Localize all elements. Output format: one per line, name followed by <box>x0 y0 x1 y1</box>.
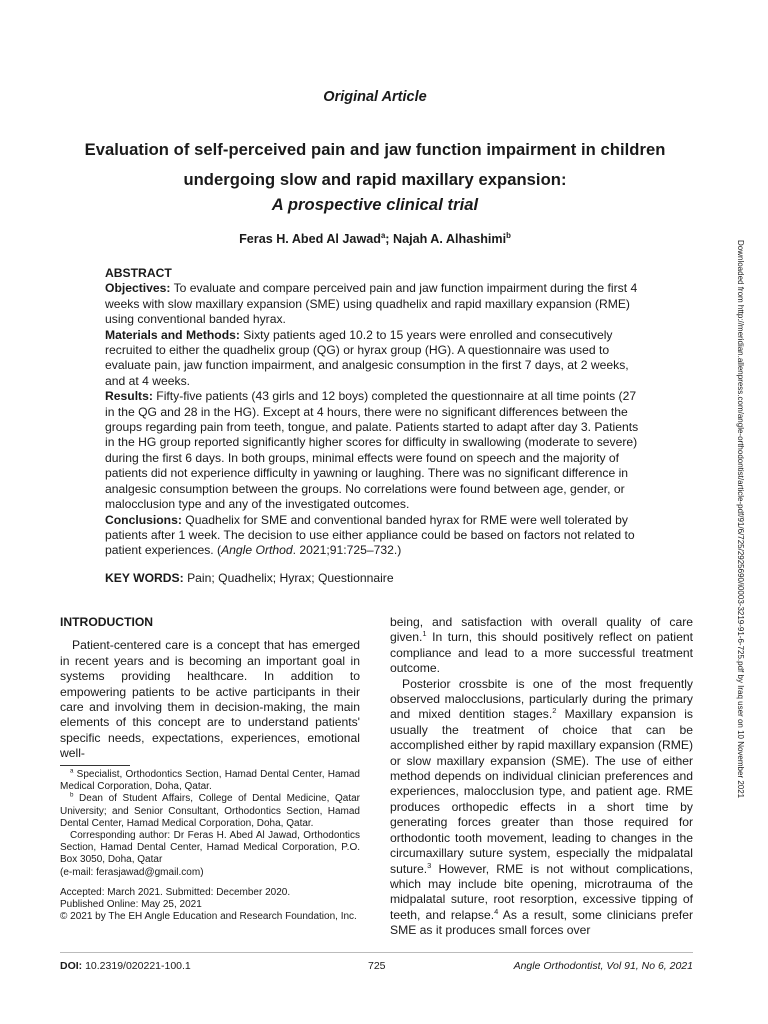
footnote-divider <box>60 765 130 766</box>
objectives-label: Objectives: <box>105 281 171 296</box>
right-paragraph-1-text-b: In turn, this should positively reflect on patient compliance and lead to a more successful treatment outcome. <box>390 630 693 676</box>
footnotes <box>60 765 360 923</box>
footnote-affiliation-a <box>60 769 360 793</box>
abstract <box>105 266 647 559</box>
copyright-notice: © 2021 by The EH Angle Education and Research Foundation, Inc. <box>60 911 357 923</box>
reference-mark-3: 3 <box>427 860 432 870</box>
published-date: Published Online: May 25, 2021 <box>60 899 202 911</box>
keywords-label: KEY WORDS: <box>105 571 184 585</box>
right-paragraph-1 <box>390 615 693 677</box>
author-list <box>0 232 750 246</box>
right-paragraph-2-text-d: As a result, some clinicians prefer SME as it produces small forces over <box>390 907 693 938</box>
right-paragraph-2-text-b: Maxillary expansion is usually the treatment of choice that can be accomplished either by rapid maxillary expansion (RME) or slow maxillary expansion (SME). The use of either method depends on individual clinician preferences and experiences, malocclusion type, and patient age. RME produces orthopedic effects in a short time by generating forces greater than those required for orthodontic tooth movement, leading to changes in the circumaxillary suture system, especially the midpalatal suture. <box>390 707 693 876</box>
article-title-line-1: Evaluation of self-perceived pain and jaw function impairment in children <box>84 140 666 159</box>
conclusions-text: Quadhelix for SME and conventional banded hyrax for RME were well tolerated by patients after 1 week. The decision to use either appliance could be based on factors not related to patient experiences. ( <box>105 512 635 558</box>
footnote-affiliation-b <box>60 793 360 830</box>
objectives-text: To evaluate and compare perceived pain and jaw function impairment during the first 4 weeks with slow maxillary expansion (SME) using quadhelix and rapid maxillary expansion (RME) using conventional banded hyrax. <box>105 281 638 327</box>
abstract-conclusions <box>105 513 647 559</box>
methods-text: Sixty patients aged 10.2 to 15 years were enrolled and consecutively recruited to either the quadhelix group (QG) or hyrax group (HG). A questionnaire was used to evaluate pain, jaw function impairment, and analgesic consumption in the first 7 days, at 2 weeks, and at 4 weeks. <box>105 327 629 388</box>
left-column <box>60 615 360 762</box>
footer-divider <box>60 952 693 953</box>
introduction-heading: INTRODUCTION <box>60 615 154 629</box>
keywords-text: Pain; Quadhelix; Hyrax; Questionnaire <box>183 571 394 585</box>
author-2-affiliation-mark: b <box>506 230 511 240</box>
corresponding-email: (e-mail: ferasjawad@gmail.com) <box>60 866 204 878</box>
download-watermark-text: Downloaded from http://meridian.allenpress.com/angle-orthodontist/article-pdf/91/6/725/2925690/i0003-3219-91-6-725.pdf by Iraq user on 10 November 2021 <box>736 240 745 799</box>
journal-citation: Angle Orthodontist, Vol 91, No 6, 2021 <box>513 960 693 972</box>
right-paragraph-2 <box>390 677 693 939</box>
footnote-a-mark: a <box>70 767 74 775</box>
author-2-name: Najah A. Alhashimi <box>392 232 507 246</box>
accepted-submitted-dates: Accepted: March 2021. Submitted: December 2020. <box>60 886 291 898</box>
abstract-results <box>105 389 647 512</box>
abstract-heading: ABSTRACT <box>105 266 172 280</box>
citation-details: . 2021;91:725–732.) <box>292 543 402 558</box>
doi-label: DOI: <box>60 960 83 972</box>
right-paragraph-1-text-a: being, and satisfaction with overall quality of care given. <box>390 615 693 645</box>
citation-journal: Angle Orthod <box>221 543 293 558</box>
results-text: Fifty-five patients (43 girls and 12 boys) completed the questionnaire at all time points (27 in the QG and 28 in the HG). Except at 4 hours, there were no significant differences between the groups regarding pain from teeth, tongue, and palate. Patients started to adapt after day 3. Patients in the HG group reported significantly higher scores for difficulty in swallowing (moderate to severe) during the first 6 days. In both groups, minimal effects were found on speech and the majority of patients did not experience difficulty in yawning or laughing. There was no significant difference in analgesic consumption between the groups. No correlations were found between age, gender, or malocclusion type and any of the investigated outcomes. <box>105 389 639 512</box>
article-title-line-2: undergoing slow and rapid maxillary expansion: <box>183 170 567 189</box>
abstract-objectives <box>105 281 647 327</box>
author-separator: ; <box>385 232 393 246</box>
abstract-methods <box>105 328 647 390</box>
right-column <box>390 615 693 939</box>
reference-mark-2: 2 <box>552 706 557 716</box>
reference-mark-4: 4 <box>494 906 499 916</box>
download-watermark <box>733 240 747 930</box>
footnote-b-text: Dean of Student Affairs, College of Dental Medicine, Qatar University; and Senior Consultant, Orthodontics Section, Hamad Dental Center, Hamad Medical Corporation, Doha, Qatar. <box>60 793 360 829</box>
right-paragraph-2-text-c: However, RME is not without complications, which may include bite opening, microtrauma of the midpalatal suture, root resorption, excessive tipping of teeth, and relapse. <box>390 861 693 922</box>
results-label: Results: <box>105 389 153 404</box>
author-1-affiliation-mark: a <box>380 230 386 240</box>
author-1-name: Feras H. Abed Al Jawad <box>239 232 381 246</box>
page-number: 725 <box>368 960 386 972</box>
reference-mark-1: 1 <box>422 629 427 639</box>
introduction-paragraph-1: Patient-centered care is a concept that has emerged in recent years and is becoming an important goal in systems providing healthcare. In addition to empowering patients to be active participants in their care and involving them in decision-making, the main elements of this concept are to understand patients' specific needs, expectations, experiences, emotional well- <box>60 638 360 761</box>
article-subtitle: A prospective clinical trial <box>271 195 479 214</box>
methods-label: Materials and Methods: <box>105 327 240 342</box>
right-paragraph-2-text-a: Posterior crossbite is one of the most frequently observed malocclusions, particularly during the primary and mixed dentition stages. <box>390 676 693 722</box>
corresponding-author: Corresponding author: Dr Feras H. Abed Al Jawad, Orthodontics Section, Hamad Dental Center, Hamad Medical Corporation, P.O. Box 3050, Doha, Qatar <box>60 830 360 866</box>
section-label: Original Article <box>323 89 427 105</box>
footnote-a-text: Specialist, Orthodontics Section, Hamad Dental Center, Hamad Medical Corporation, Doha, Qatar. <box>60 769 360 793</box>
keywords <box>105 571 647 586</box>
footnote-b-mark: b <box>70 792 74 800</box>
doi-value: 10.2319/020221-100.1 <box>82 960 191 972</box>
footer-doi <box>60 960 191 972</box>
conclusions-label: Conclusions: <box>105 512 182 527</box>
